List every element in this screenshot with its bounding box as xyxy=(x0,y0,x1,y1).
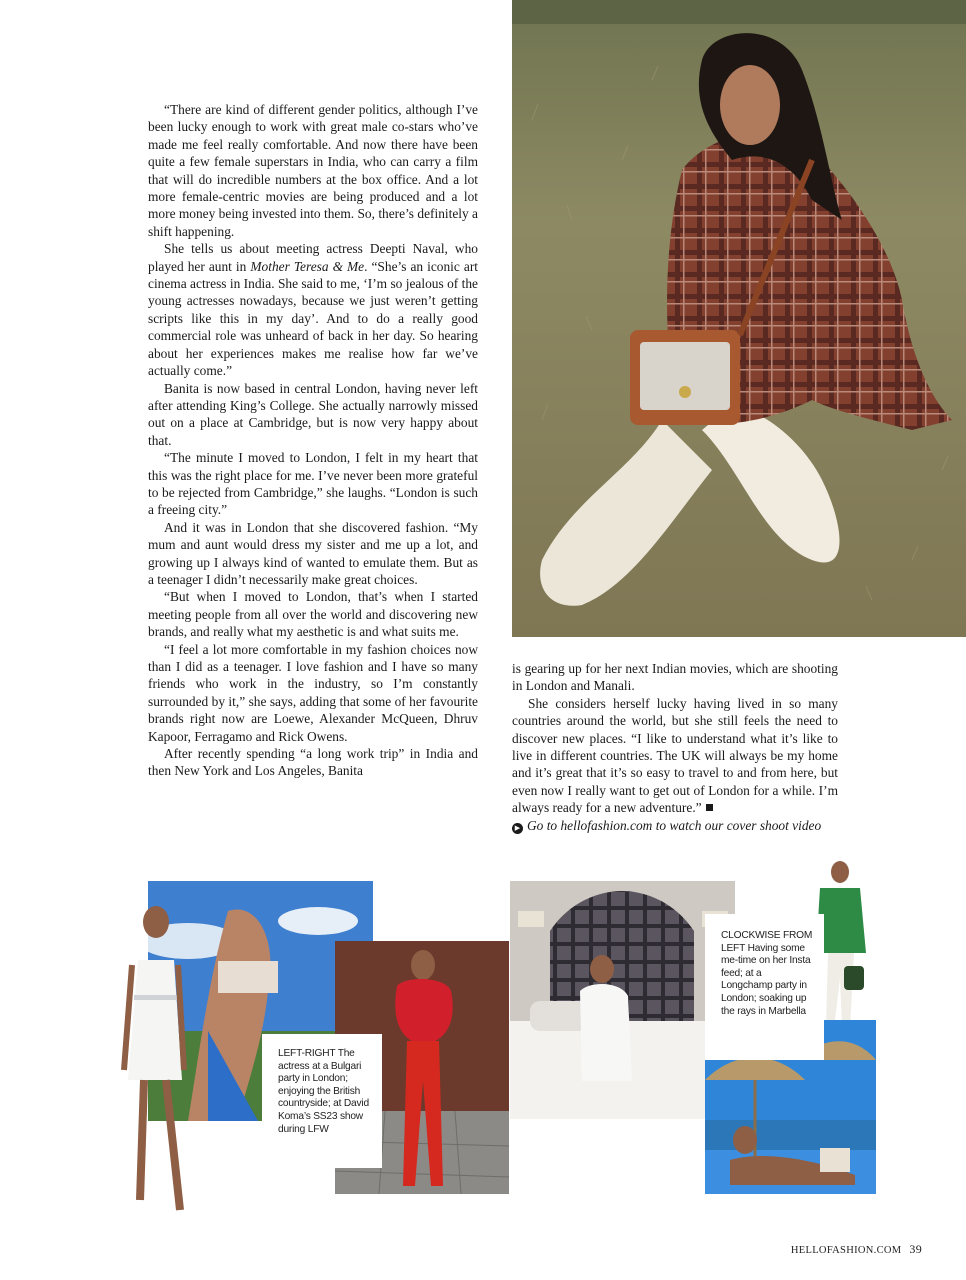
page-number: 39 xyxy=(909,1242,922,1256)
caption-right xyxy=(705,914,824,1060)
article-paragraph xyxy=(512,695,838,817)
hero-photo-illustration xyxy=(512,0,966,637)
article-paragraph: “There are kind of different gender politics, although I’ve been lucky enough to work with great male co-stars who’ve made me feel really comfortable. And now there have been quite a few female superstars in India, who can carry a film that will do incredible numbers at the box office. And a lot more female-centric movies are being produced and a lot more money being invested into them. So, there’s definitely a shift happening. xyxy=(148,102,478,239)
article-paragraph: After recently spending “a long work trip” in India and then New York and Los Angeles, Banita xyxy=(148,746,478,779)
caption-lead: CLOCKWISE FROM LEFT xyxy=(721,930,813,954)
article-column-right xyxy=(512,660,838,834)
video-link-text[interactable]: Go to hellofashion.com to watch our cover shoot video xyxy=(527,817,822,833)
photo-bedroom xyxy=(510,881,735,1119)
caption-text: Having some me-time on her Insta feed; at a Longchamp party in London; soaking up the rays in Marbella xyxy=(721,942,811,1017)
article-paragraph: “But when I moved to London, that’s when I started meeting people from all over the world and discovering new brands, and really what my aesthetic is and what suits me. xyxy=(148,589,478,640)
white-dress-illustration xyxy=(108,900,208,1230)
end-mark-icon xyxy=(706,804,713,811)
article-paragraph: Banita is now based in central London, having never left after attending King’s College. She actually narrowly missed out on a place at Cambridge, but is now very happy about that. xyxy=(148,380,478,448)
film-title: Mother Teresa & Me xyxy=(250,258,365,274)
article-paragraph: “I feel a lot more comfortable in my fashion choices now than I did as a teenager. I love fashion and I have so many friends who work in the industry, so I’m constantly surrounded by it,” she says, adding that some of her favourite brands right now are Loewe, Alexander McQueen, Dhruv Kapoor, Ferragamo and Rick Owens. xyxy=(148,641,478,744)
hero-photo xyxy=(512,0,966,637)
photo-white-dress xyxy=(108,900,208,1230)
article-text: She tells us about meeting actress Deepti Naval, who played her aunt in xyxy=(148,241,478,274)
video-link[interactable] xyxy=(512,817,838,834)
footer-site: HELLOFASHION.COM xyxy=(790,1245,902,1256)
article-text: . “She’s an iconic art cinema actress in India. She said to me, ‘I’m so jealous of the young actresses nowadays, because we just weren’t getting scripts like this in my day’. And to do a really good commercial role was unheard of back in her day. So hearing about her experiences makes me realise how far we’ve actually come.” xyxy=(148,258,478,379)
caption-text: The actress at a Bulgari party in London; enjoying the British countryside; at David Koma’s SS23 show during LFW xyxy=(278,1048,369,1135)
article-column-left xyxy=(148,101,478,780)
play-icon: ▶ xyxy=(512,823,523,834)
article-paragraph: And it was in London that she discovered fashion. “My mum and aunt would dress my sister and me up a lot, and growing up I always kind of wanted to emulate them. But as a teenager I didn’t necessarily make great choices. xyxy=(148,519,478,587)
article-paragraph xyxy=(148,240,478,379)
article-paragraph: is gearing up for her next Indian movies, which are shooting in London and Manali. xyxy=(512,661,838,694)
article-text: She considers herself lucky having lived in so many countries around the world, but she still feels the need to discover new places. “I like to understand what it’s like to live in different countries. The UK will always be my home and it’s great that it’s so easy to travel to and from here, but even now I really want to get out of London for a while. I’m always ready for a new adventure.” xyxy=(512,695,838,816)
page-footer xyxy=(791,1242,922,1257)
bedroom-illustration xyxy=(510,881,735,1119)
article-paragraph: “The minute I moved to London, I felt in my heart that this was the right place for me. I’ve never been more grateful to be rejected from Cambridge,” she laughs. “London is such a freeing city.” xyxy=(148,450,478,518)
caption-lead: LEFT-RIGHT xyxy=(278,1048,336,1059)
caption-left xyxy=(262,1034,382,1168)
